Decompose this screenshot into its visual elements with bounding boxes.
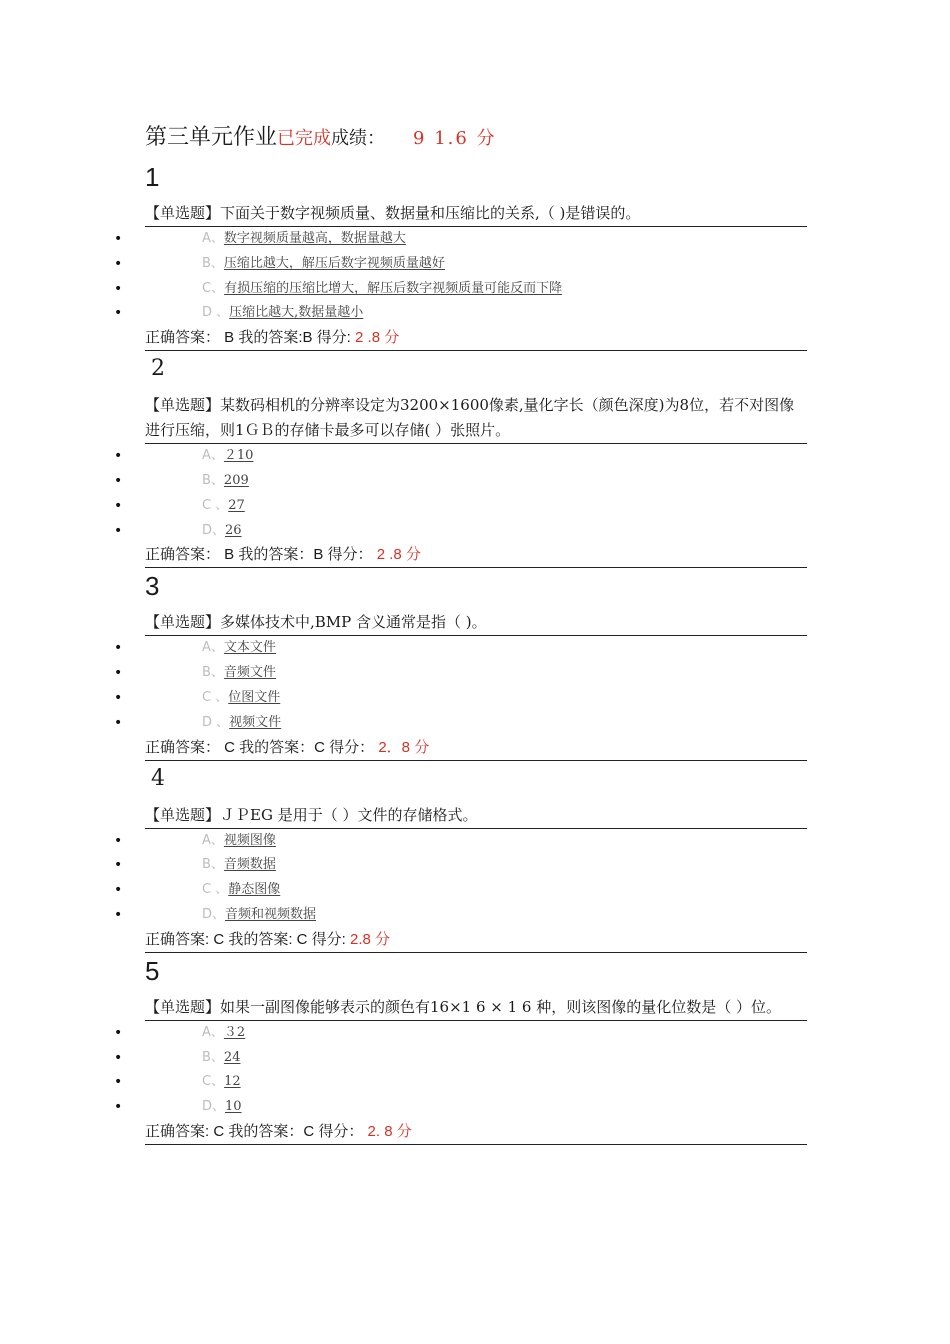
option-d[interactable] — [114, 519, 807, 544]
question-score: 2．8 分 — [378, 738, 430, 756]
option-c[interactable] — [114, 1070, 807, 1095]
option-text[interactable]: 视频图像 — [223, 832, 276, 848]
option-b[interactable] — [114, 661, 807, 686]
question-3 — [114, 568, 807, 760]
question-stem: 【单选题】下面关于数字视频质量、数据量和压缩比的关系,（ )是错误的。 — [145, 201, 807, 227]
option-text[interactable]: 12 — [224, 1074, 241, 1090]
option-letter: A、 — [202, 832, 224, 848]
option-text[interactable]: 209 — [223, 472, 249, 488]
option-text[interactable]: 数字视频质量越高，数据量越大 — [223, 231, 406, 246]
option-letter: C 、 — [202, 689, 229, 705]
option-list — [114, 1021, 807, 1120]
option-text[interactable]: 27 — [228, 497, 245, 513]
question-1 — [114, 159, 807, 351]
option-letter: B、 — [202, 665, 224, 681]
option-letter: A、 — [202, 640, 224, 656]
option-text[interactable]: 位图文件 — [228, 689, 281, 705]
answer-text: 正确答案： B 我的答案：B 得分： — [145, 546, 377, 564]
bullet-icon: • — [114, 665, 123, 682]
bullet-icon: • — [114, 472, 123, 489]
option-c[interactable] — [114, 277, 807, 302]
option-d[interactable] — [114, 1095, 807, 1120]
bullet-icon: • — [114, 1074, 123, 1091]
bullet-icon: • — [114, 640, 123, 657]
bullet-icon: • — [114, 857, 123, 874]
bullet-icon: • — [114, 882, 123, 899]
answer-line — [145, 1120, 807, 1145]
question-score: 2 .8 分 — [376, 546, 421, 564]
question-number: 4 — [151, 765, 165, 791]
option-text[interactable]: 视频文件 — [229, 714, 282, 730]
option-d[interactable] — [114, 903, 807, 928]
option-text[interactable]: 音频文件 — [223, 665, 276, 681]
question-score: 2. 8 分 — [367, 1122, 412, 1140]
option-a[interactable] — [114, 444, 807, 469]
option-text[interactable]: 有损压缩的压缩比增大，解压后数字视频质量可能反而下降 — [224, 280, 563, 296]
option-list — [114, 829, 807, 928]
option-b[interactable] — [114, 252, 807, 277]
option-a[interactable] — [114, 829, 807, 854]
bullet-icon: • — [114, 497, 123, 514]
bullet-icon: • — [114, 714, 123, 731]
option-letter: A、 — [202, 448, 224, 464]
homework-page — [114, 118, 807, 1145]
question-4 — [114, 761, 807, 953]
option-c[interactable] — [114, 878, 807, 903]
question-score: 2 .8 分 — [355, 329, 400, 347]
completion-status: 已完成 — [277, 128, 332, 149]
option-text[interactable]: 压缩比越大,数据量越小 — [229, 305, 364, 321]
question-number: 1 — [145, 162, 160, 192]
option-list — [114, 636, 807, 735]
option-letter: B、 — [202, 1049, 224, 1065]
question-number: 5 — [145, 955, 160, 986]
bullet-icon: • — [114, 689, 123, 706]
question-stem: 【单选题】某数码相机的分辨率设定为3200×1600像素,量化字长（颜色深度)为8位，若不对图像进行压缩，则1ＧＢ的存储卡最多可以存储( ）张照片。 — [145, 393, 807, 444]
answer-text: 正确答案: C 我的答案：C 得分： — [145, 1122, 368, 1140]
option-letter: A、 — [202, 231, 224, 246]
bullet-icon: • — [114, 280, 123, 297]
option-text[interactable]: ３2 — [223, 1024, 246, 1040]
bullet-icon: • — [114, 1099, 123, 1116]
bullet-icon: • — [114, 231, 123, 247]
option-letter: D、 — [202, 1099, 226, 1115]
option-a[interactable] — [114, 636, 807, 661]
bullet-icon: • — [114, 1024, 123, 1041]
homework-title: 第三单元作业 — [145, 125, 278, 150]
option-text[interactable]: 10 — [225, 1099, 242, 1115]
question-5 — [114, 953, 807, 1145]
option-a[interactable] — [114, 1021, 807, 1046]
bullet-icon: • — [114, 305, 123, 322]
option-a[interactable] — [114, 227, 807, 252]
option-text[interactable]: 音频和视频数据 — [225, 906, 317, 922]
bullet-icon: • — [114, 522, 123, 539]
question-stem: 【单选题】ＪＰEG 是用于（ ）文件的存储格式。 — [145, 803, 807, 829]
option-text[interactable]: ２10 — [223, 448, 254, 464]
answer-line — [145, 736, 807, 761]
option-text[interactable]: 音频数据 — [223, 857, 276, 873]
option-list — [114, 227, 807, 326]
option-text[interactable]: 24 — [223, 1049, 241, 1065]
option-b[interactable] — [114, 1046, 807, 1071]
option-text[interactable]: 26 — [225, 522, 242, 538]
question-number: 3 — [145, 571, 160, 602]
option-letter: C、 — [202, 1074, 225, 1090]
option-list — [114, 444, 807, 543]
question-stem: 【单选题】如果一副图像能够表示的颜色有16×1 6 × 1 6 种，则该图像的量化位数是（ ）位。 — [145, 995, 807, 1021]
option-d[interactable] — [114, 301, 807, 326]
option-letter: B、 — [202, 857, 224, 873]
option-d[interactable] — [114, 711, 807, 736]
answer-text: 正确答案： C 我的答案：C 得分： — [145, 738, 379, 756]
bullet-icon: • — [114, 255, 123, 272]
bullet-icon: • — [114, 1049, 123, 1066]
bullet-icon: • — [114, 448, 123, 465]
option-letter: D、 — [202, 906, 226, 922]
question-score: 2.8 分 — [350, 930, 391, 948]
total-score: 9 1.6 分 — [413, 128, 497, 149]
homework-header — [145, 118, 807, 159]
answer-line — [145, 326, 807, 351]
option-letter: C 、 — [202, 497, 229, 513]
option-letter: B、 — [202, 472, 224, 488]
question-2 — [114, 351, 807, 568]
option-letter: C 、 — [202, 882, 229, 898]
option-text[interactable]: 文本文件 — [223, 640, 276, 656]
answer-line — [145, 543, 807, 568]
option-letter: B、 — [202, 255, 224, 271]
bullet-icon: • — [114, 906, 123, 923]
option-letter: D、 — [202, 522, 226, 538]
option-text[interactable]: 压缩比越大，解压后数字视频质量越好 — [223, 255, 445, 271]
answer-line — [145, 928, 807, 953]
option-letter: D 、 — [202, 714, 230, 730]
question-stem: 【单选题】多媒体技术中,BMP 含义通常是指（ )。 — [145, 610, 807, 636]
option-b[interactable] — [114, 469, 807, 494]
option-letter: A、 — [202, 1024, 224, 1040]
option-letter: D 、 — [202, 305, 230, 321]
answer-text: 正确答案: C 我的答案: C 得分: — [145, 930, 351, 948]
question-number: 2 — [151, 356, 165, 382]
bullet-icon: • — [114, 832, 123, 849]
option-letter: C、 — [202, 280, 225, 296]
option-b[interactable] — [114, 853, 807, 878]
answer-text: 正确答案： B 我的答案:B 得分: — [145, 329, 356, 347]
option-c[interactable] — [114, 686, 807, 711]
option-c[interactable] — [114, 494, 807, 519]
option-text[interactable]: 静态图像 — [228, 882, 281, 898]
score-label: 成绩： — [331, 128, 386, 149]
